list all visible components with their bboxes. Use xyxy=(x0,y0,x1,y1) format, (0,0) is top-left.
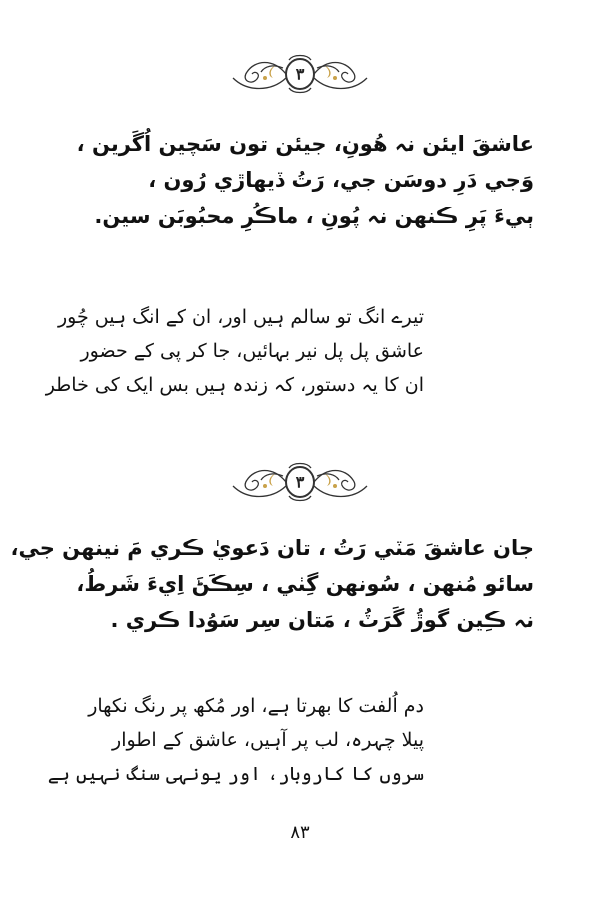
ornament-number: ٣ xyxy=(295,64,305,84)
verse-line: سائو مُنھن ، سُونھن گِٺي ، سِڪَڻَ اِيءَ شَرطُ، xyxy=(76,572,534,596)
verse-line: وَجي دَرِ دوسَن جي، رَتُ ڏيھاڙي رُون ، xyxy=(148,168,534,192)
verse-line: عاشق پل پل نیر بہائیں، جا کر پی کے حضور xyxy=(80,340,424,362)
verse-line: دم اُلفت کا بھرتا ہے، اور مُکھ پر رنگ نکھار xyxy=(88,695,424,717)
ornament-number: ٣ xyxy=(295,472,305,492)
verse-line: سروں کا کاروبار، اور یونہی سنگ نہیں ہے xyxy=(47,763,424,785)
verse-line: تیرے انگ تو سالم ہیں اور، ان کے انگ ہیں چُور xyxy=(58,306,424,328)
urdu-verse-1 xyxy=(45,300,424,402)
ornament-divider-middle xyxy=(225,456,375,508)
verse-line: عاشقَ ايئن نہ ھُونِ، جيئن تون سَچين اُگَرين ، xyxy=(76,132,534,156)
page-number: ٨٣ xyxy=(290,822,310,843)
verse-line: نہ ڪِين گوڙُ گَرَٽُ ، مَتان سِر سَوُدا ڪري . xyxy=(110,608,534,632)
verse-line: جان عاشقَ مَٽي رَتُ ، تان دَعويٰ ڪري مَ نينھن جي، xyxy=(10,536,534,560)
verse-line: پیلا چہرہ، لب پر آہیں، عاشق کے اطوار xyxy=(112,729,424,751)
ornament-divider-top xyxy=(225,48,375,100)
urdu-verse-2 xyxy=(47,689,424,791)
verse-line: ٻيءَ پَرِ ڪنھن نہ پُونِ ، ماڪُرِ محبُوبَن سين. xyxy=(94,204,534,228)
verse-line: ان کا یہ دستور، کہ زندہ ہیں بس ایک کی خاطر xyxy=(45,374,424,396)
sindhi-verse-1 xyxy=(60,126,534,234)
sindhi-verse-2 xyxy=(10,530,534,638)
